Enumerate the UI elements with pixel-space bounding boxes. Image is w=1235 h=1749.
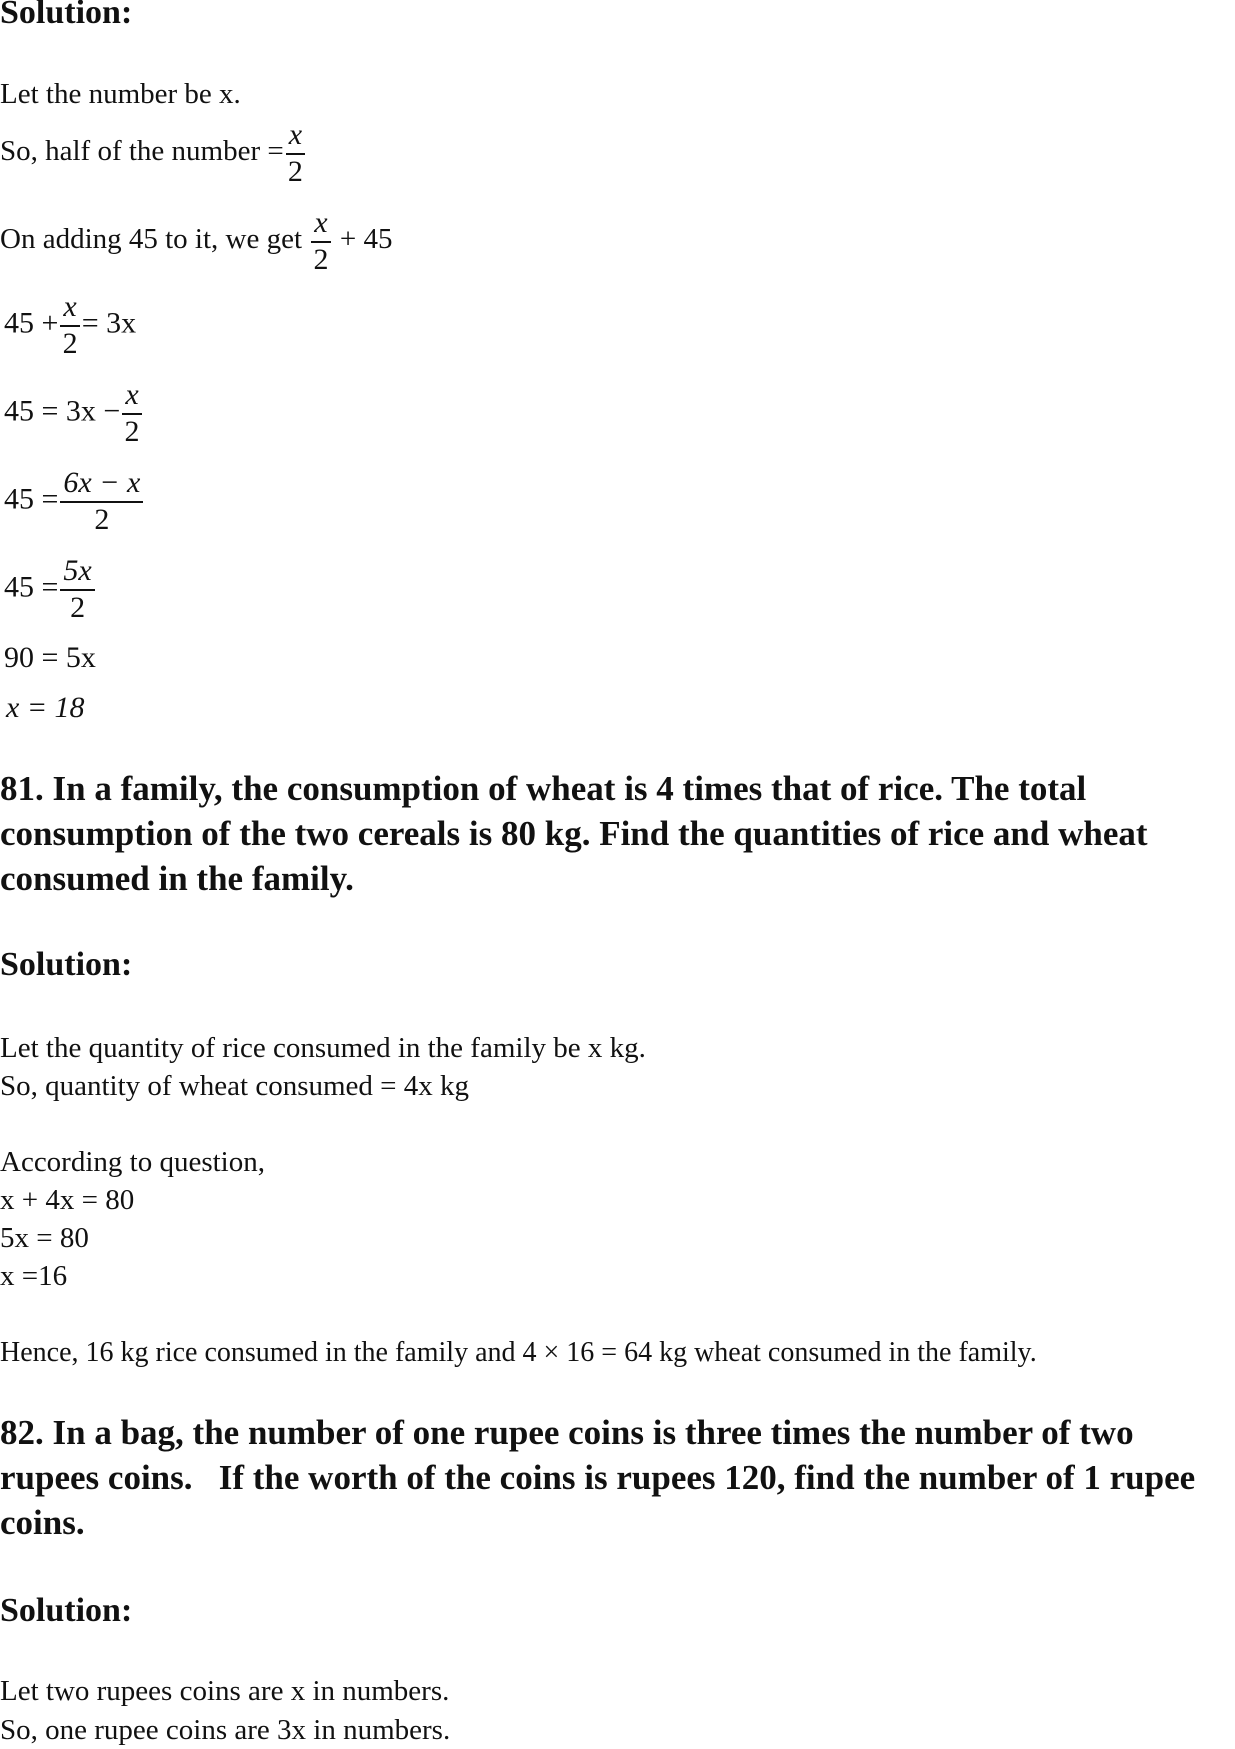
numerator: 6x − x (63, 466, 141, 499)
eq-right: = 3x (81, 306, 137, 340)
solution-heading: Solution: (0, 0, 133, 31)
denominator: 2 (94, 502, 110, 536)
denominator: 2 (287, 154, 303, 188)
fraction (311, 206, 330, 277)
eq-left: 45 = (4, 570, 59, 604)
text-line: Let the quantity of rice consumed in the family be x kg. (0, 1032, 646, 1064)
numerator: x (288, 118, 303, 151)
eq-left: 45 = 3x − (4, 394, 121, 428)
fraction (286, 118, 305, 189)
denominator: 2 (62, 326, 78, 360)
text-line: x + 4x = 80 (0, 1184, 135, 1216)
text-line (0, 206, 392, 277)
fraction (60, 466, 143, 537)
eq-left: 45 + (4, 306, 59, 340)
question-text: 81. In a family, the consumption of wheat is 4 times that of rice. The total consumption of the two cereals is 80 kg. Find the quantities of rice and wheat consumed in the family. (0, 769, 1148, 898)
text-line (0, 118, 307, 189)
equation (4, 554, 97, 625)
equation: x = 18 (6, 691, 85, 724)
denominator: 2 (70, 590, 86, 624)
fraction (122, 378, 141, 449)
denominator: 2 (124, 414, 140, 448)
text-prefix: On adding 45 to it, we get (0, 223, 303, 256)
equation (4, 466, 145, 537)
text-line: x =16 (0, 1260, 68, 1292)
text-line: 5x = 80 (0, 1222, 89, 1254)
text-prefix: So, half of the number = (0, 135, 284, 168)
denominator: 2 (313, 242, 329, 276)
text-line: Let two rupees coins are x in numbers. (0, 1675, 450, 1707)
equation (4, 378, 144, 449)
numerator: x (314, 206, 328, 239)
question-text: 82. In a bag, the number of one rupee coins is three times the number of two rupees coins. If the worth of the coins is rupees 120, find the number of 1 rupee coins. (0, 1413, 1204, 1542)
numerator: x (125, 378, 139, 411)
equation (4, 290, 136, 361)
solution-heading: Solution: (0, 1592, 133, 1629)
text-line: Hence, 16 kg rice consumed in the family and 4 × 16 = 64 kg wheat consumed in the family. (0, 1337, 1037, 1368)
numerator: x (63, 290, 77, 323)
solution-heading: Solution: (0, 946, 133, 983)
numerator: 5x (63, 554, 92, 587)
text-line: So, quantity of wheat consumed = 4x kg (0, 1070, 470, 1102)
text-line: Let the number be x. (0, 78, 241, 110)
text-line: According to question, (0, 1146, 265, 1178)
equation: 90 = 5x (4, 641, 96, 674)
text-suffix: + 45 (339, 223, 393, 256)
fraction (60, 554, 94, 625)
eq-left: 45 = (4, 482, 59, 516)
text-line: So, one rupee coins are 3x in numbers. (0, 1714, 451, 1746)
fraction (60, 290, 79, 361)
